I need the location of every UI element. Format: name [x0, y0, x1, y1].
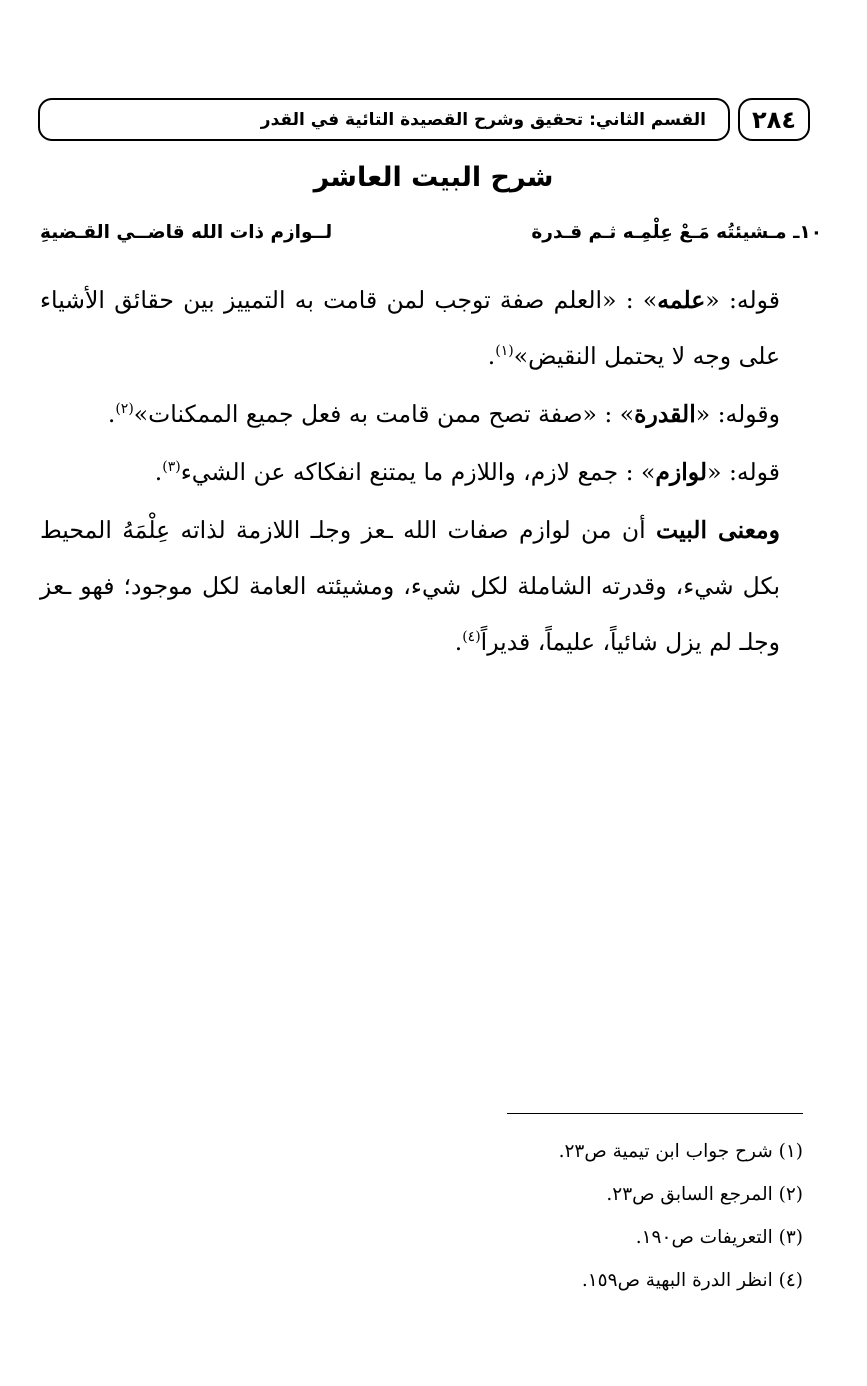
keyword-knowledge: علمه — [657, 286, 706, 314]
paragraph-text: وقوله: « — [695, 400, 780, 428]
keyword-meaning: ومعنى البيت — [656, 516, 780, 544]
paragraph-text: » : «العلم صفة توجب لمن قامت به التمييز بين حقائق الأشياء على وجه لا يحتمل النقيض» — [40, 286, 780, 370]
paragraph-text: قوله: « — [707, 458, 780, 486]
keyword-power: القدرة — [634, 400, 696, 428]
footnote-item: (٢) المرجع السابق ص٢٣. — [606, 1184, 803, 1205]
page-number: ٢٨٤ — [738, 98, 810, 141]
verse-second-hemistich: لــوازم ذات الله قاضــي القـضيةِ — [40, 222, 333, 243]
paragraph-necessities — [40, 444, 822, 500]
footnote-separator — [507, 1113, 803, 1114]
paragraph-text: . — [454, 628, 463, 656]
footnote-marker[interactable]: (٣) — [162, 459, 181, 476]
paragraph-text: » : «صفة تصح ممن قامت به فعل جميع الممكنات» — [133, 400, 635, 428]
commentary-body — [40, 272, 822, 670]
running-title: القسم الثاني: تحقيق وشرح القصيدة التائية في القدر — [38, 98, 730, 141]
paragraph-knowledge — [40, 272, 822, 384]
footnote-item: (١) شرح جواب ابن تيمية ص٢٣. — [558, 1141, 803, 1162]
footnote-marker[interactable]: (٢) — [115, 401, 134, 418]
paragraph-text: أن من لوازم صفات الله ـعز وجلـ اللازمة لذاته عِلْمَهُ المحيط بكل شيء، وقدرته الشاملة لكل شيء، ومشيئته العامة لكل موجود؛ فهو ـعز وجلـ لم يزل شائياً، عليماً، قديراً — [40, 516, 780, 656]
footnotes — [60, 1130, 803, 1302]
keyword-necessities: لوازم — [655, 458, 708, 486]
section-title: شرح البيت العاشر — [313, 162, 554, 193]
verse-first-hemistich: ١٠ـ مـشيئتُه مَـعْ عِلْمِـه ثـم قـدرة — [531, 222, 822, 243]
paragraph-text: قوله: « — [705, 286, 780, 314]
page-header — [38, 98, 810, 143]
poem-verse — [40, 222, 822, 256]
paragraph-power — [40, 386, 822, 442]
footnote-item: (٤) انظر الدرة البهية ص١٥٩. — [581, 1270, 803, 1291]
footnote-marker[interactable]: (١) — [495, 343, 514, 360]
footnote-item: (٣) التعريفات ص١٩٠. — [635, 1227, 803, 1248]
paragraph-text: . — [107, 400, 116, 428]
paragraph-text: » : جمع لازم، واللازم ما يمتنع انفكاكه عن الشيء — [180, 458, 656, 486]
footnote-marker[interactable]: (٤) — [462, 629, 481, 646]
paragraph-text: . — [154, 458, 163, 486]
paragraph-meaning — [40, 502, 822, 670]
paragraph-text: . — [487, 342, 496, 370]
